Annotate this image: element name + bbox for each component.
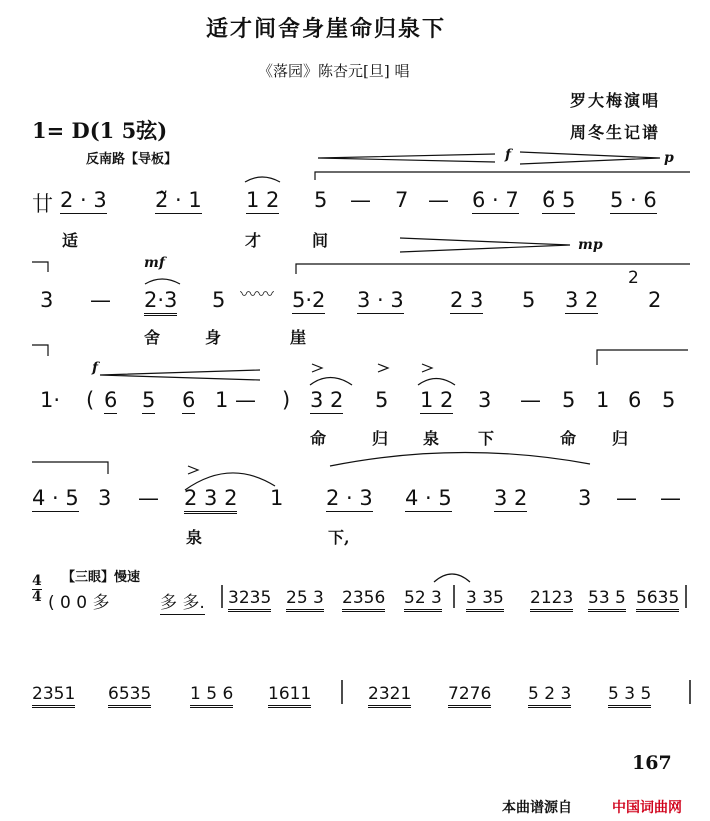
note-group: 3 2 <box>310 388 344 412</box>
note-group: 2̃ · 1 <box>155 188 202 212</box>
source-site-link[interactable]: 中国词曲网 <box>612 800 682 816</box>
note-group: 5 3 5 <box>608 684 651 708</box>
dash: — <box>428 188 449 212</box>
note-group: 53 5 <box>588 588 626 612</box>
note: 3 <box>578 486 592 510</box>
note: 5 <box>375 388 389 412</box>
note: 6 <box>628 388 642 412</box>
note: 1 <box>596 388 610 412</box>
note: 5 <box>314 188 328 212</box>
note-group: 5 · 6 <box>610 188 657 212</box>
page-title: 适才间舍身崖命归泉下 <box>206 16 447 42</box>
note: 3 <box>478 388 492 412</box>
note-group: 7276 <box>448 684 491 708</box>
dynamic-f-2: f <box>92 360 99 376</box>
time-signature-bottom: 4 <box>32 589 42 605</box>
subtitle: 《落园》陈杏元[旦] 唱 <box>258 62 410 80</box>
dynamic-mf: mf <box>144 255 165 271</box>
source-label: 本曲谱源自 <box>502 800 572 816</box>
note-group: 2 3 <box>450 288 484 312</box>
note: 5 <box>212 288 226 312</box>
note-group: 2321 <box>368 684 411 708</box>
note: 5 <box>562 388 576 412</box>
singer-credit: 罗大梅演唱 <box>570 91 661 110</box>
note-group: 5635 <box>636 588 679 612</box>
lyric: 命 <box>560 429 577 448</box>
note-group: 2 · 3 <box>60 188 107 212</box>
note-group: 5 2 3 <box>528 684 571 708</box>
lyric: 泉 <box>186 528 203 547</box>
note: 3 <box>98 486 112 510</box>
time-signature-top: 4 <box>32 573 42 589</box>
lyric: 泉 <box>423 429 440 448</box>
note-group: 6̃ 5 <box>542 188 576 212</box>
key-signature: 1= D(1 5弦) <box>32 118 168 143</box>
section-daoban: 反南路【导板】 <box>86 152 178 167</box>
dash: — <box>350 188 371 212</box>
lyric: 舍 <box>144 328 161 347</box>
note-group: 2·3 <box>144 288 177 316</box>
note-group: 25 3 <box>286 588 324 612</box>
note-group: 2 3 2 <box>184 486 237 514</box>
dynamic-p: p <box>664 150 674 166</box>
lyric: 间 <box>312 231 329 250</box>
section-sanyan: 【三眼】慢速 <box>62 570 141 585</box>
note-group: 6 · 7 <box>472 188 519 212</box>
note: 1· <box>40 388 61 412</box>
note-group: 3 35 <box>466 588 504 612</box>
note: 1 <box>270 486 284 510</box>
trill-icon: 〰〰 <box>240 285 274 305</box>
note-group: 1 — <box>215 388 257 412</box>
lyric: 才 <box>245 231 262 250</box>
note-group: 2123 <box>530 588 573 612</box>
note-group: 1 5 6 <box>190 684 233 708</box>
dash: — <box>520 388 541 412</box>
note-group: 3 2 <box>494 486 528 510</box>
note: 7 <box>395 188 409 212</box>
lyric: 崖 <box>290 328 307 347</box>
lyric: 下 <box>478 429 495 448</box>
paren-open: ( <box>86 388 95 412</box>
note-group: 1611 <box>268 684 311 708</box>
dash: — <box>660 486 681 510</box>
note-group: 4 · 5 <box>32 486 79 510</box>
note-group: 1 2 <box>420 388 454 412</box>
lyric: 身 <box>205 328 222 347</box>
time-signature <box>32 574 42 605</box>
note-group: 多 多. <box>160 588 205 615</box>
dash: — <box>138 486 159 510</box>
dash: — <box>90 288 111 312</box>
note-group: ( 0 0 多 <box>48 593 110 613</box>
paren-close: ) <box>282 388 291 412</box>
lyric: 下, <box>328 528 350 547</box>
note: 5 <box>522 288 536 312</box>
note-group: 3 · 3 <box>357 288 404 312</box>
note-group: 52 3 <box>404 588 442 612</box>
grace-note: 2 <box>628 268 639 288</box>
note-group: 2 · 3 <box>326 486 373 510</box>
note: 2 <box>648 288 662 312</box>
note: 5 <box>142 388 156 412</box>
dynamic-mp: mp <box>578 237 603 253</box>
note-group: 3 2 <box>565 288 599 312</box>
dash: — <box>616 486 637 510</box>
note-group: 3235 <box>228 588 271 612</box>
note-group: 1 2 <box>246 188 280 212</box>
lyric: 适 <box>62 231 79 250</box>
notator-credit: 周冬生记谱 <box>570 123 661 142</box>
note-group: 2356 <box>342 588 385 612</box>
dynamic-f: f <box>505 147 512 163</box>
lyric: 归 <box>612 429 629 448</box>
note: 6 <box>182 388 196 412</box>
note-group: 5·2 <box>292 288 326 312</box>
free-meter-mark: 廿 <box>32 192 53 216</box>
note: 5 <box>662 388 676 412</box>
note-group: 2351 <box>32 684 75 708</box>
note: 6 <box>104 388 118 412</box>
note: 3 <box>40 288 54 312</box>
page-number: 167 <box>632 752 672 774</box>
lyric: 命 <box>310 429 327 448</box>
note-group: 6535 <box>108 684 151 708</box>
note-group: 4 · 5 <box>405 486 452 510</box>
lyric: 归 <box>372 429 389 448</box>
